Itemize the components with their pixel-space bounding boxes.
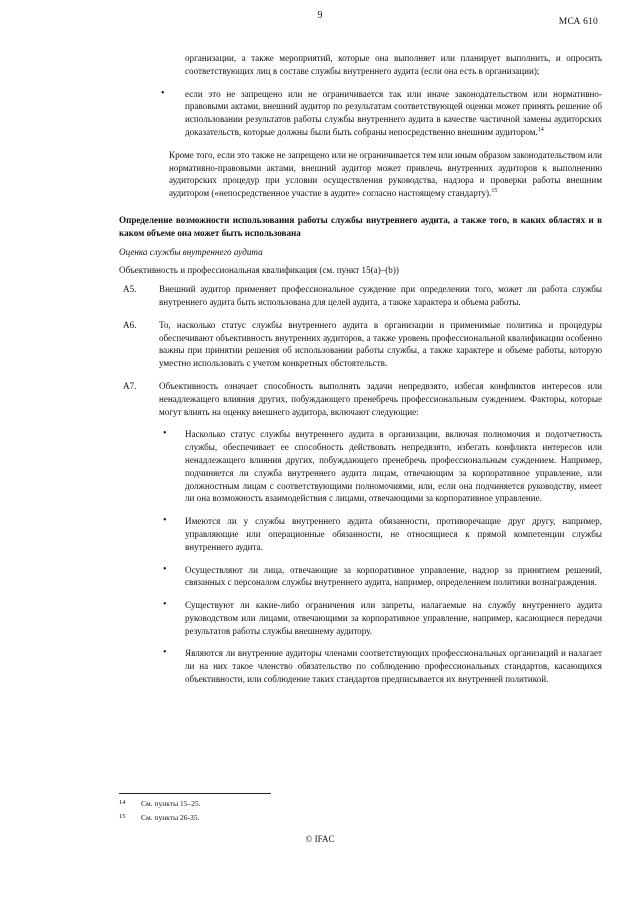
paragraph-text: То, насколько статус службы внутреннего аудита в организации и применимые политика и процедуры обеспечивают объективность внутренних аудиторов, а также уровень профессиональной квалификации особенно важны при принятии решения об использовании работы службы, а также характере и объеме работы, которую уместно использовать с учетом конкретных обстоятельств. — [159, 319, 602, 369]
bullet-text: Существуют ли какие-либо ограничения или запреты, налагаемые на службу внутреннего аудита руководством или лицами, отвечающими за корпоративное управление, например, касающиеся передачи результатов работы службы внешнему аудитору. — [185, 600, 602, 636]
page-number: 9 — [317, 10, 323, 21]
section-heading: Определение возможности использования работы службы внутреннего аудита, а также того, в каких областях и в каком объеме она может быть использована — [119, 214, 602, 238]
bullet-icon: • — [163, 599, 167, 611]
list-item — [163, 647, 602, 685]
paragraph-a7 — [123, 380, 602, 418]
bullet-continuation: организации, а также мероприятий, которые она выполняет или планирует выполнить, и опросить соответствующих лиц в составе службы внутреннего аудита (если она есть в организации); — [185, 53, 602, 76]
bullet-text: Осуществляют ли лица, отвечающие за корпоративное управление, надзор за принятием решений, связанных с персоналом службы внутреннего аудита, например, определением политики вознаграждения. — [185, 564, 602, 588]
bullet-text: если это не запрещено или не ограничивается так или иначе законодательством или нормативно-правовыми актами, внешний аудитор по результатам соответствующей оценки может принять решение об использовании результатов работы службы внутреннего аудита в качестве частичной замены аудиторских доказательств, которые должны были быть собраны непосредственно внешним аудитором. — [185, 88, 602, 137]
bullet-icon: • — [163, 647, 167, 659]
footnote-text: См. пункты 15–25. — [141, 799, 201, 808]
moreover-paragraph — [169, 149, 602, 200]
bullet-icon: • — [163, 428, 167, 440]
document-code: МСА 610 — [558, 17, 598, 27]
footnote — [119, 799, 201, 808]
paragraph-number: A5. — [123, 284, 137, 295]
footnote-ref: 14 — [537, 126, 544, 133]
list-item — [163, 599, 602, 637]
footnote-ref: 15 — [491, 188, 498, 195]
list-item — [161, 87, 602, 139]
page-footer: © IFAC — [305, 834, 335, 844]
paragraph-a5 — [123, 283, 602, 309]
paragraph-number: A7. — [123, 380, 137, 391]
footnote — [119, 813, 199, 822]
footnote-number: 15 — [119, 813, 126, 820]
paragraph-text: Кроме того, если это также не запрещено или не ограничивается тем или иным образом законодательством или нормативно-правовыми актами, внешний аудитор может привлечь внутренних аудиторов к выполнению аудиторских процедур при условии осуществления руководства, надзора и проверки работы внешним аудитором («непосредственное участие в аудите» согласно настоящему стандарту). — [169, 149, 602, 199]
paragraph-number: A6. — [123, 319, 137, 330]
list-item — [163, 515, 602, 553]
bullet-icon: • — [163, 515, 167, 527]
footnote-divider — [119, 793, 271, 794]
paragraph-text: Внешний аудитор применяет профессиональное суждение при определении того, может ли работа службы внутреннего аудита быть использована для целей аудита, а также характера и объема работы. — [159, 284, 602, 307]
paragraph-a6 — [123, 319, 602, 370]
footnote-text: См. пункты 26-35. — [141, 813, 200, 822]
bullet-icon: • — [161, 87, 165, 99]
bullet-icon: • — [163, 563, 167, 575]
page-content — [119, 52, 602, 686]
list-item — [163, 563, 602, 590]
paragraph-text: Объективность означает способность выполнять задачи непредвзято, избегая конфликтов интересов или ненадлежащего влияния других, побуждающего пренебречь профессиональным суждением. Факторы, которые могут влиять на оценку внешнего аудитора, включают следующие: — [159, 380, 602, 417]
subheading-italic: Оценка службы внутреннего аудита — [119, 246, 263, 257]
bullet-text: Имеются ли у службы внутреннего аудита обязанности, противоречащие друг другу, например, управляющие или операционные обязанности, не относящиеся к прямой компетенции службы внутреннего аудита. — [185, 516, 602, 552]
list-item — [163, 428, 602, 505]
bullet-text: Насколько статус службы внутреннего аудита в организации, включая полномочия и подотчетность службы, обеспечивает ее способность действовать непредвзято, избегать конфликта интересов или ненадлежащего влияния других, побуждающего пренебречь профессиональным суждением. Например, подчиняется ли служба внутреннего аудита лицам, отвечающим за корпоративное управление, или должностным лицам с соответствующими полномочиями, или, если она подчиняется руководству, имеет ли она возможность взаимодействия с лицами, отвечающими за корпоративное управление. — [185, 429, 602, 504]
subheading: Объективность и профессиональная квалификация (см. пункт 15(a)–(b)) — [119, 265, 399, 276]
footnote-number: 14 — [119, 799, 126, 806]
bullet-text: Являются ли внутренние аудиторы членами соответствующих профессиональных организаций и налагает ли на них такое членство обязательство по соблюдению профессиональных стандартов, касающихся объективности, или соблюдение таких стандартов предписывается их внутренней политикой. — [185, 648, 602, 685]
